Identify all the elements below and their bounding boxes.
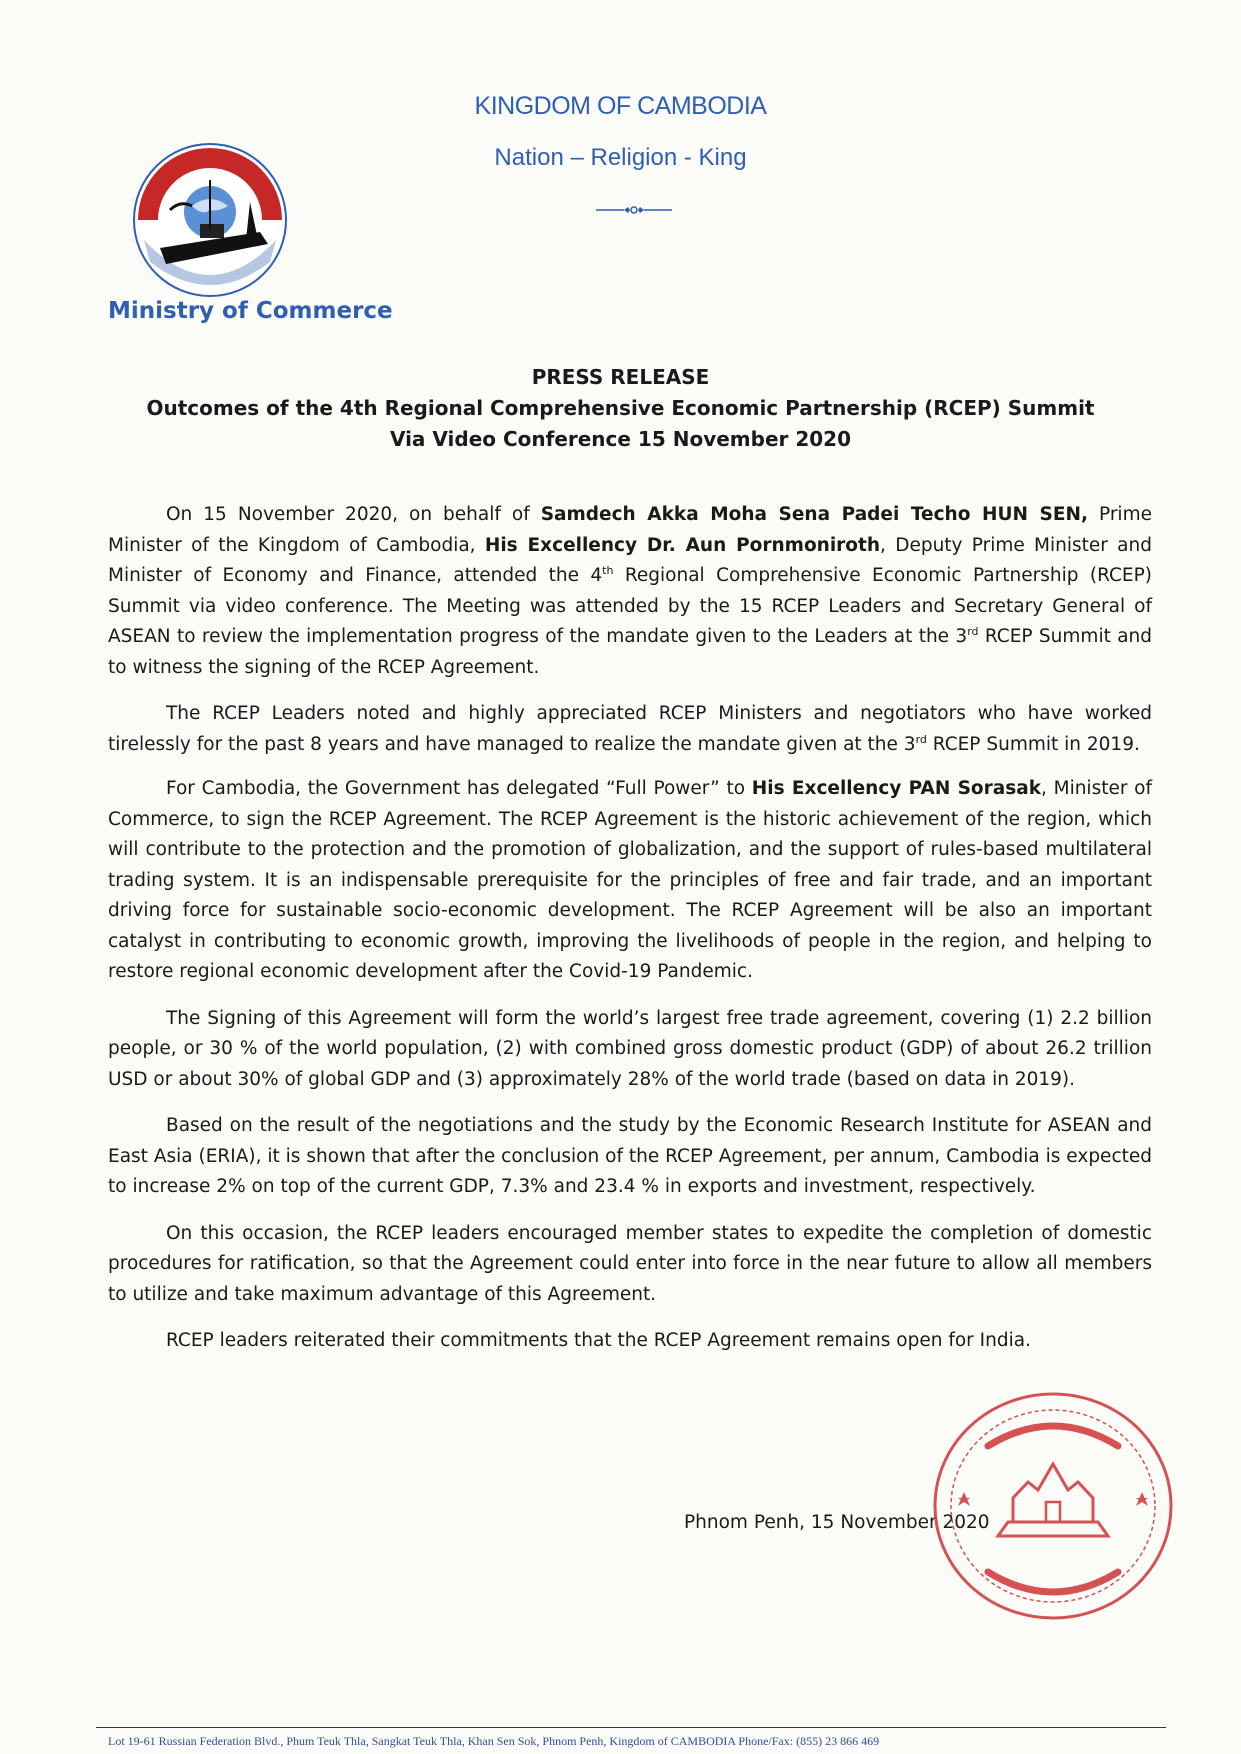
paragraph-7: RCEP leaders reiterated their commitments that the RCEP Agreement remains open for India.	[166, 1330, 1031, 1351]
paragraph-3	[108, 774, 1152, 988]
ministry-name: Ministry of Commerce	[108, 298, 393, 324]
footer-address: Lot 19-61 Russian Federation Blvd., Phum Teuk Thla, Sangkat Teuk Thla, Khan Sen Sok, Phnom Penh, Kingdom of CAMBODIA Phone/Fax: (855) 23 866 469	[108, 1734, 880, 1748]
p1-dpm-name: His Excellency Dr. Aun Pornmoniroth	[484, 534, 881, 556]
title-line-3: Via Video Conference 15 November 2020	[389, 427, 852, 451]
p1-text-a: On 15 November 2020, on behalf of	[166, 504, 541, 525]
footer-divider	[96, 1727, 1166, 1728]
official-seal-icon	[928, 1386, 1178, 1626]
body-text	[108, 500, 1152, 1373]
paragraph-4: The Signing of this Agreement will form the world’s largest free trade agreement, covering (1) 2.2 billion people, or 30 % of the world population, (2) with combined gross domestic product (GDP) of about 26.2 trillion USD or about 30% of global GDP and (3) approximately 28% of the world trade (based on data in 2019).	[108, 1007, 1152, 1090]
p1-text-e: , Deputy Prime Minister and Minister of Economy and Finance, attended the 4	[108, 534, 1152, 586]
motto: Nation – Religion - King	[494, 144, 747, 171]
signoff-place-date: Phnom Penh, 15 November 2020	[684, 1512, 990, 1533]
p1-pm-name: Samdech Akka Moha Sena Padei Techo HUN SEN,	[540, 504, 1088, 525]
kingdom-heading: KINGDOM OF CAMBODIA	[474, 92, 767, 120]
ministry-emblem-icon	[130, 140, 290, 300]
paragraph-6: On this occasion, the RCEP leaders encouraged member states to expedite the completion of domestic procedures for ratification, so that the Agreement could enter into force in the near future to allow all members to utilize and take maximum advantage of this Agreement.	[108, 1222, 1152, 1305]
p3-text-c: , Minister of Commerce, to sign the RCEP Agreement. The RCEP Agreement is the historic achievement of the region, which will contribute to the protection and the promotion of globalization, and the support of rules-based multilateral trading system. It is an indispensable prerequisite for the principles of free and fair trade, and an important driving force for sustainable socio-economic development. The RCEP Agreement will be also an important catalyst in contributing to economic growth, improving the livelihoods of people in the region, and helping to restore regional economic development after the Covid-19 Pandemic.	[108, 778, 1152, 982]
ornament-divider-icon	[596, 204, 672, 216]
p1-text-g: Regional Comprehensive Economic Partnership (RCEP) Summit via video conference. The Meeting was attended by the 15 RCEP Leaders and Secretary General of ASEAN to review the implementation progress of the mandate given to the Leaders at the 3	[108, 565, 1152, 647]
title-line-2: Outcomes of the 4th Regional Comprehensive Economic Partnership (RCEP) Summit	[146, 396, 1095, 420]
p2-text-c: RCEP Summit in 2019.	[926, 733, 1140, 755]
paragraph-2	[108, 699, 1152, 760]
p3-text-a: For Cambodia, the Government has delegated “Full Power” to	[166, 778, 752, 799]
p1-sup-th: th	[602, 563, 614, 577]
paragraph-1	[108, 500, 1152, 683]
p1-sup-rd: rd	[967, 624, 979, 638]
p2-sup-rd: rd	[915, 732, 927, 746]
p1-text-i: RCEP Summit and to witness the signing of the RCEP Agreement.	[108, 626, 1152, 678]
p2-text-a: The RCEP Leaders noted and highly appreciated RCEP Ministers and negotiators who have worked tirelessly for the past 8 years and have managed to realize the mandate given at the 3	[108, 703, 1152, 755]
paragraph-5: Based on the result of the negotiations and the study by the Economic Research Institute for ASEAN and East Asia (ERIA), it is shown that after the conclusion of the RCEP Agreement, per annum, Cambodia is expected to increase 2% on top of the current GDP, 7.3% and 23.4 % in exports and investment, respectively.	[108, 1115, 1152, 1197]
title-line-1: PRESS RELEASE	[531, 365, 710, 389]
p3-minister-name: His Excellency PAN Sorasak	[751, 778, 1042, 799]
press-release-title	[0, 362, 1241, 455]
p1-text-c: Prime Minister of the Kingdom of Cambodia,	[108, 504, 1152, 556]
